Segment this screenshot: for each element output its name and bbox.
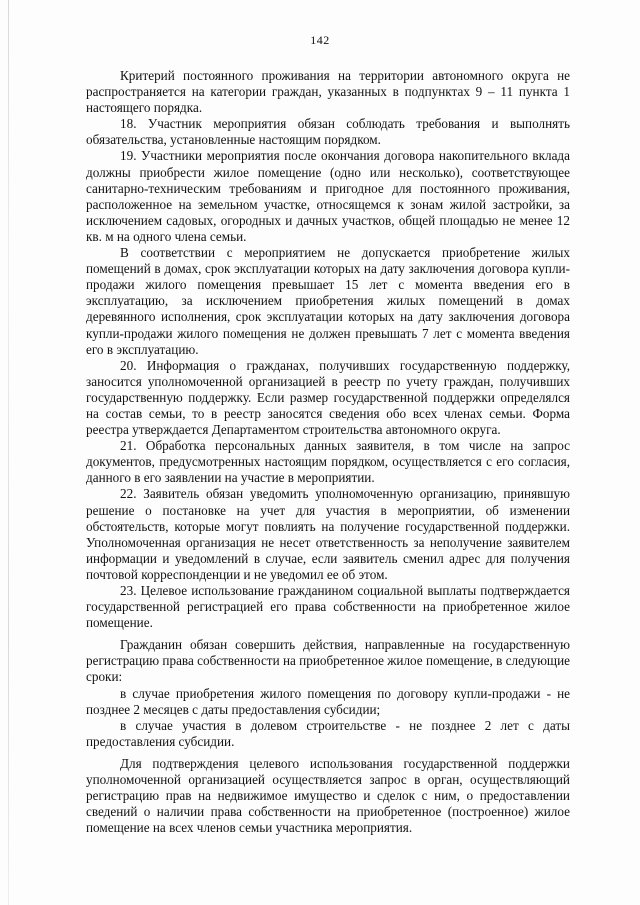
paragraph-purchase-deadline: в случае приобретения жилого помещения по договору купли-продажи - не позднее 2 месяцев с даты предоставления субсидии; [86, 685, 570, 717]
paragraph-22: 22. Заявитель обязан уведомить уполномоченную организацию, принявшую решение о постановке на учет для участия в мероприятии, об изменении обстоятельств, которые могут повлиять на получение государственной поддержки. Уполномоченная организация не несет ответственность за неполучение заявителем информации и уведомлений в случае, если заявитель сменил адрес для получения почтовой корреспонденции и не уведомил ее об этом. [86, 486, 570, 582]
paragraph-21: 21. Обработка персональных данных заявителя, в том числе на запрос документов, предусмотренных настоящим порядком, осуществляется с его согласия, данного в его заявлении на участие в мероприятии. [86, 438, 570, 486]
paragraph-19: 19. Участники мероприятия после окончания договора накопительного вклада должны приобрести жилое помещение (одно или несколько), соответствующее санитарно-техническим требованиям и пригодное для постоянного проживания, расположенное на земельном участке, относящемся к зонам жилой застройки, за исключением садовых, огородных и дачных участков, общей площадью не менее 12 кв. м на одного члена семьи. [86, 148, 570, 244]
paragraph-building-age: В соответствии с мероприятием не допускается приобретение жилых помещений в домах, срок эксплуатации которых на дату заключения договора купли-продажи жилого помещения превышает 15 лет с момента введения его в эксплуатацию, за исключением приобретения жилых помещений в домах деревянного исполнения, срок эксплуатации которых на дату заключения договора купли-продажи жилого помещения не должен превышать 7 лет с момента введения его в эксплуатацию. [86, 245, 570, 357]
page-number: 142 [310, 33, 330, 47]
paragraph-23: 23. Целевое использование гражданином социальной выплаты подтверждается государственной регистрацией его права собственности на приобретенное жилое помещение. [86, 583, 570, 631]
paragraph-registration-duty: Гражданин обязан совершить действия, направленные на государственную регистрацию права собственности на приобретенное жилое помещение, в следующие сроки: [86, 637, 570, 685]
document-body [86, 68, 570, 836]
scan-edge-line [8, 0, 9, 905]
paragraph-18: 18. Участник мероприятия обязан соблюдать требования и выполнять обязательства, установленные настоящим порядком. [86, 116, 570, 148]
paragraph-20: 20. Информация о гражданах, получивших государственную поддержку, заносится уполномоченной организацией в реестр по учету граждан, получивших государственную поддержку. Если размер государственной поддержки определялся на состав семьи, то в реестр заносятся сведения обо всех членах семьи. Форма реестра утверждается Департаментом строительства автономного округа. [86, 357, 570, 438]
paragraph-verification-request: Для подтверждения целевого использования государственной поддержки уполномоченной организацией осуществляется запрос в орган, осуществляющий регистрацию прав на недвижимое имущество и сделок с ним, о предоставлении сведений о наличии права собственности на приобретенное (построенное) жилое помещение на всех членов семьи участника мероприятия. [86, 755, 570, 836]
paragraph-shared-construction-deadline: в случае участия в долевом строительстве - не позднее 2 лет с даты предоставления субсидии. [86, 717, 570, 749]
paragraph-residence-criterion: Критерий постоянного проживания на территории автономного округа не распространяется на категории граждан, указанных в подпунктах 9 – 11 пункта 1 настоящего порядка. [86, 68, 570, 116]
